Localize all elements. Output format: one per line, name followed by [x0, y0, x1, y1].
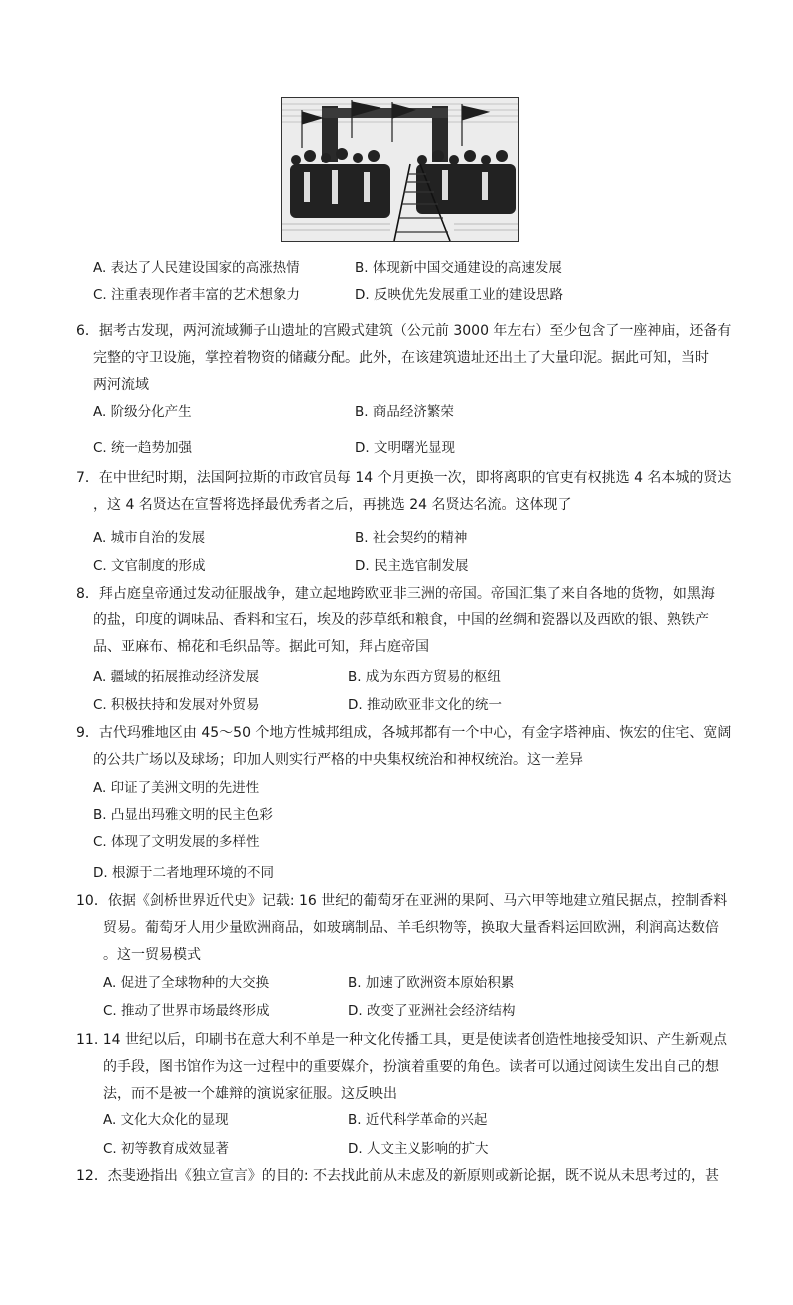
q11-option-c: C. 初等教育成效显著: [103, 1141, 230, 1157]
q7-stem-line-2: ，这 4 名贤达在宣誓将选择最优秀者之后，再挑选 24 名贤达名流。这体现了: [93, 497, 572, 513]
q10-option-b: B. 加速了欧洲资本原始积累: [348, 975, 515, 991]
q9-stem-line-1: 9．古代玛雅地区由 45～50 个地方性城邦组成，各城邦都有一个中心，有金字塔神庙、恢宏的住宅、宽阔: [76, 725, 732, 741]
q9-stem-line-2: 的公共广场以及球场；印加人则实行严格的中央集权统治和神权统治。这一差异: [93, 752, 583, 768]
q6-option-a: A. 阶级分化产生: [93, 404, 192, 420]
q5-option-a: A. 表达了人民建设国家的高涨热情: [93, 260, 300, 276]
q5-option-c: C. 注重表现作者丰富的艺术想象力: [93, 287, 301, 303]
q8-stem-line-3: 品、亚麻布、棉花和毛织品等。据此可知，拜占庭帝国: [93, 639, 429, 655]
q10-option-d: D. 改变了亚洲社会经济结构: [348, 1003, 516, 1019]
q6-option-d: D. 文明曙光显现: [355, 440, 455, 456]
q11-option-a: A. 文化大众化的显现: [103, 1112, 229, 1128]
q10-stem-line-3: 。这一贸易模式: [103, 947, 201, 963]
q7-option-c: C. 文官制度的形成: [93, 558, 206, 574]
q6-stem-line-2: 完整的守卫设施，掌控着物资的储藏分配。此外，在该建筑遗址还出土了大量印泥。据此可知，当时: [93, 350, 709, 366]
q9-option-d: D. 根源于二者地理环境的不同: [93, 865, 274, 881]
q11-option-b: B. 近代科学革命的兴起: [348, 1112, 488, 1128]
q8-option-d: D. 推动欧亚非文化的统一: [348, 697, 502, 713]
q5-option-b: B. 体现新中国交通建设的高速发展: [355, 260, 562, 276]
q9-option-c: C. 体现了文明发展的多样性: [93, 834, 260, 850]
q6-option-c: C. 统一趋势加强: [93, 440, 193, 456]
q11-option-d: D. 人文主义影响的扩大: [348, 1141, 489, 1157]
q10-option-a: A. 促进了全球物种的大交换: [103, 975, 270, 991]
woodcut-illustration: [281, 97, 519, 242]
q7-option-a: A. 城市自治的发展: [93, 530, 206, 546]
q11-stem-line-2: 的手段，图书馆作为这一过程中的重要媒介，扮演着重要的角色。读者可以通过阅读生发出自己的想: [103, 1059, 719, 1075]
q6-stem-line-1: 6．据考古发现，两河流域狮子山遗址的宫殿式建筑（公元前 3000 年左右）至少包含了一座神庙，还备有: [76, 323, 732, 339]
q7-stem-line-1: 7．在中世纪时期，法国阿拉斯的市政官员每 14 个月更换一次，即将离职的官吏有权挑选 4 名本城的贤达: [76, 470, 732, 486]
q11-stem-line-3: 法，而不是被一个雄辩的演说家征服。这反映出: [103, 1086, 397, 1102]
q10-option-c: C. 推动了世界市场最终形成: [103, 1003, 270, 1019]
q8-option-a: A. 疆域的拓展推动经济发展: [93, 669, 260, 685]
q8-option-c: C. 积极扶持和发展对外贸易: [93, 697, 260, 713]
q7-option-b: B. 社会契约的精神: [355, 530, 468, 546]
q10-stem-line-1: 10．依据《剑桥世界近代史》记载: 16 世纪的葡萄牙在亚洲的果阿、马六甲等地建立殖民据点，控制香料: [76, 893, 728, 909]
q8-option-b: B. 成为东西方贸易的枢纽: [348, 669, 501, 685]
q10-stem-line-2: 贸易。葡萄牙人用少量欧洲商品，如玻璃制品、羊毛织物等，换取大量香料运回欧洲，利润高达数倍: [103, 920, 719, 936]
q5-option-d: D. 反映优先发展重工业的建设思路: [355, 287, 563, 303]
q8-stem-line-2: 的盐，印度的调味品、香料和宝石，埃及的莎草纸和粮食，中国的丝绸和瓷器以及西欧的银、熟铁产: [93, 612, 709, 628]
railway-celebration-image: [282, 98, 518, 241]
q9-option-a: A. 印证了美洲文明的先进性: [93, 780, 260, 796]
q11-stem-line-1: 11. 14 世纪以后，印刷书在意大利不单是一种文化传播工具，更是使读者创造性地接受知识、产生新观点: [76, 1032, 727, 1048]
q6-option-b: B. 商品经济繁荣: [355, 404, 454, 420]
q7-option-d: D. 民主选官制发展: [355, 558, 469, 574]
q8-stem-line-1: 8．拜占庭皇帝通过发动征服战争，建立起地跨欧亚非三洲的帝国。帝国汇集了来自各地的货物，如黑海: [76, 586, 715, 602]
q6-stem-line-3: 两河流域: [93, 377, 149, 393]
q9-option-b: B. 凸显出玛雅文明的民主色彩: [93, 807, 273, 823]
q12-stem-line-1: 12．杰斐逊指出《独立宣言》的目的: 不去找此前从未虑及的新原则或新论据，既不说从未思考过的，甚: [76, 1168, 719, 1184]
